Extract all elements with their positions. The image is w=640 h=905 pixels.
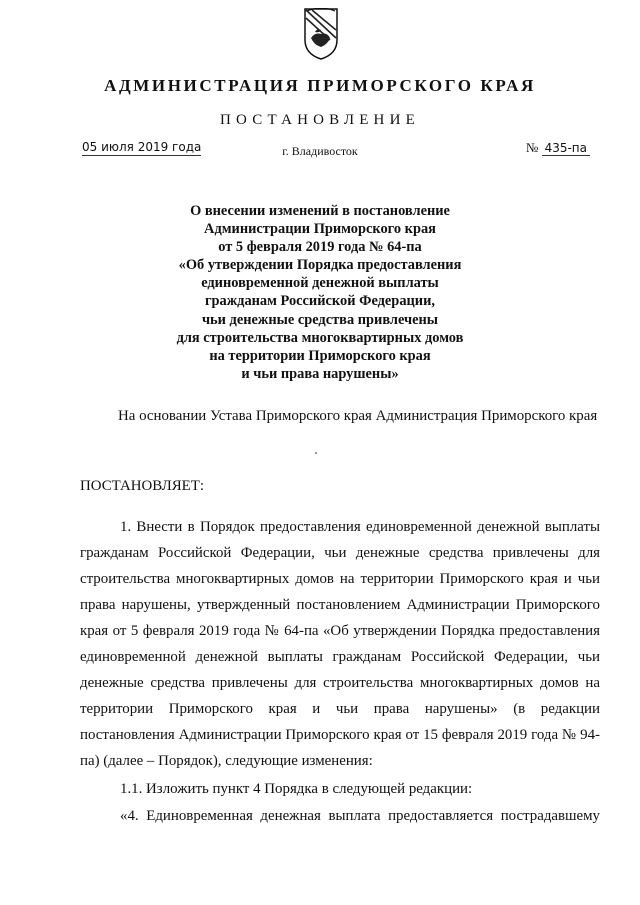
title-line: и чьи права нарушены» (241, 365, 399, 382)
title-line: О внесении изменений в постановление (190, 203, 450, 219)
document-number (526, 140, 590, 156)
basis-paragraph: На основании Устава Приморского края Администрация Приморского края (118, 408, 598, 424)
document-city: г. Владивосток (282, 144, 358, 158)
coat-of-arms-icon (304, 8, 338, 60)
title-line: на территории Приморского края (209, 347, 431, 364)
title-line: для строительства многоквартирных домов (176, 329, 464, 346)
paragraph-1: 1. Внести в Порядок предоставления единовременной денежной выплаты гражданам Российской Федерации, чьи денежные средства привлечены для строительства многоквартирных домов на территории Приморского края и чьи права нарушены, утвержденный постановлением Администрации Приморского края от 5 февраля 2019 года № 64-па «Об утверждении Порядка предоставления единовременной денежной выплаты гражданам Российской Федерации, чьи денежные средства привлечены для строительства многоквартирных домов на территории Приморского края и чьи права нарушены» (в редакции постановления Администрации Приморского края от 15 февраля 2019 года № 94-па) (далее – Порядок), следующие изменения: (80, 519, 600, 769)
title-line: чьи денежные средства привлечены (201, 311, 439, 328)
document-title (0, 202, 640, 383)
title-line: единовременной денежной выплаты (201, 275, 439, 292)
paragraph-1-1: 1.1. Изложить пункт 4 Порядка в следующей редакции: (120, 781, 473, 797)
document-type: ПОСТАНОВЛЕНИЕ (220, 112, 420, 128)
title-line: Администрации Приморского края (204, 221, 436, 238)
title-line: гражданам Российской Федерации, (205, 293, 435, 310)
title-line: «Об утверждении Порядка предоставления (178, 257, 462, 274)
number-prefix: № (525, 140, 539, 155)
decree-heading: ПОСТАНОВЛЯЕТ: (80, 478, 204, 494)
paragraph-4-start: «4. Единовременная денежная выплата предоставляется пострадавшему (120, 808, 600, 824)
number-value: 435-па (542, 141, 590, 156)
title-line: от 5 февраля 2019 года № 64-па (218, 239, 422, 256)
scan-dot (315, 452, 317, 454)
document-date: 05 июля 2019 года (82, 140, 202, 154)
organization-name: АДМИНИСТРАЦИЯ ПРИМОРСКОГО КРАЯ (104, 76, 536, 95)
